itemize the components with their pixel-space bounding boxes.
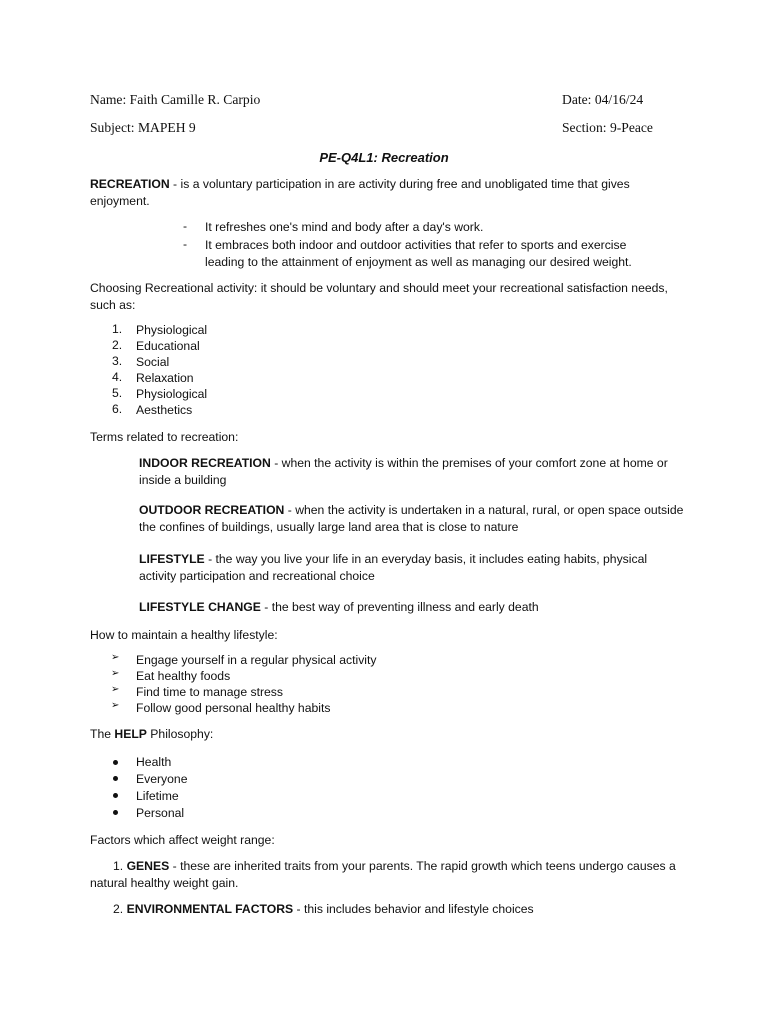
help-item: Lifetime [136,789,179,803]
header-row-1 [90,92,678,108]
recreation-term: RECREATION [90,177,170,191]
term-name: OUTDOOR RECREATION [139,503,285,517]
choosing-paragraph: Choosing Recreational activity: it should be voluntary and should meet your recreational satisfaction needs, such as: [90,281,668,312]
term-indoor-recreation [139,455,687,488]
page-title: PE-Q4L1: Recreation [319,150,449,165]
section: Section: 9-Peace [562,120,653,135]
help-prefix: The [90,727,115,741]
arrow-bullet-icon: ➢ [111,652,120,663]
list-number: 6. [112,402,123,416]
arrow-bullet-icon: ➢ [111,668,120,679]
factor-genes [90,858,680,891]
term-name: INDOOR RECREATION [139,456,271,470]
factor-number: 2. [113,902,124,916]
help-item: Personal [136,806,185,820]
bullet-dot-icon [113,810,120,817]
need-item: Educational [136,339,200,353]
subject: Subject: MAPEH 9 [90,120,196,135]
term-definition: - the way you live your life in an everyday basis, it includes eating habits, physical activity participation and recreational choice [139,552,648,583]
factor-term: ENVIRONMENTAL FACTORS [126,902,294,916]
dash-marker: - [183,219,188,233]
bullet-dot-icon [113,776,120,783]
help-acronym: HELP [114,727,147,741]
need-item: Relaxation [136,371,194,385]
term-name: LIFESTYLE [139,552,205,566]
need-item: Physiological [136,323,208,337]
recreation-definition [90,176,680,209]
healthy-item: Engage yourself in a regular physical activity [136,653,377,667]
term-lifestyle-change [139,599,687,616]
term-definition: - the best way of preventing illness and early death [260,600,539,614]
dash-marker: - [183,237,188,251]
factor-definition: - this includes behavior and lifestyle choices [293,902,534,916]
help-suffix: Philosophy: [146,727,214,741]
need-item: Aesthetics [136,403,193,417]
header-row-2 [90,120,678,136]
list-number: 3. [112,354,123,368]
help-heading [90,726,680,743]
dash-item: It refreshes one's mind and body after a day's work. [205,220,484,234]
arrow-bullet-icon: ➢ [111,684,120,695]
student-name: Name: Faith Camille R. Carpio [90,92,261,107]
dash-item: It embraces both indoor and outdoor activities that refer to sports and exercise leading to the attainment of enjoyment as well as managing our desired weight. [205,238,632,269]
factor-number: 1. [113,859,124,873]
arrow-bullet-icon: ➢ [111,700,120,711]
help-item: Everyone [136,772,188,786]
bullet-dot-icon [113,793,120,800]
bullet-dot-icon [113,760,120,767]
factors-heading: Factors which affect weight range: [90,833,275,847]
help-item: Health [136,755,172,769]
list-number: 4. [112,370,123,384]
term-lifestyle [139,551,687,584]
list-number: 5. [112,386,123,400]
factor-environmental [90,901,680,918]
recreation-text: - is a voluntary participation in are activity during free and unobligated time that gives enjoyment. [90,177,630,208]
term-name: LIFESTYLE CHANGE [139,600,261,614]
terms-heading: Terms related to recreation: [90,430,239,444]
term-definition: - when the activity is within the premises of your comfort zone at home or inside a building [139,456,668,487]
healthy-item: Eat healthy foods [136,669,231,683]
need-item: Social [136,355,170,369]
list-number: 2. [112,338,123,352]
factor-term: GENES [126,859,170,873]
healthy-item: Find time to manage stress [136,685,283,699]
factor-definition: - these are inherited traits from your parents. The rapid growth which teens undergo causes a natural healthy weight gain. [90,859,676,890]
date: Date: 04/16/24 [562,92,644,107]
healthy-heading: How to maintain a healthy lifestyle: [90,628,278,642]
need-item: Physiological [136,387,208,401]
term-outdoor-recreation [139,502,687,535]
term-definition: - when the activity is undertaken in a natural, rural, or open space outside the confines of buildings, usually large land area that is close to nature [139,503,684,534]
healthy-item: Follow good personal healthy habits [136,701,331,715]
list-number: 1. [112,322,123,336]
